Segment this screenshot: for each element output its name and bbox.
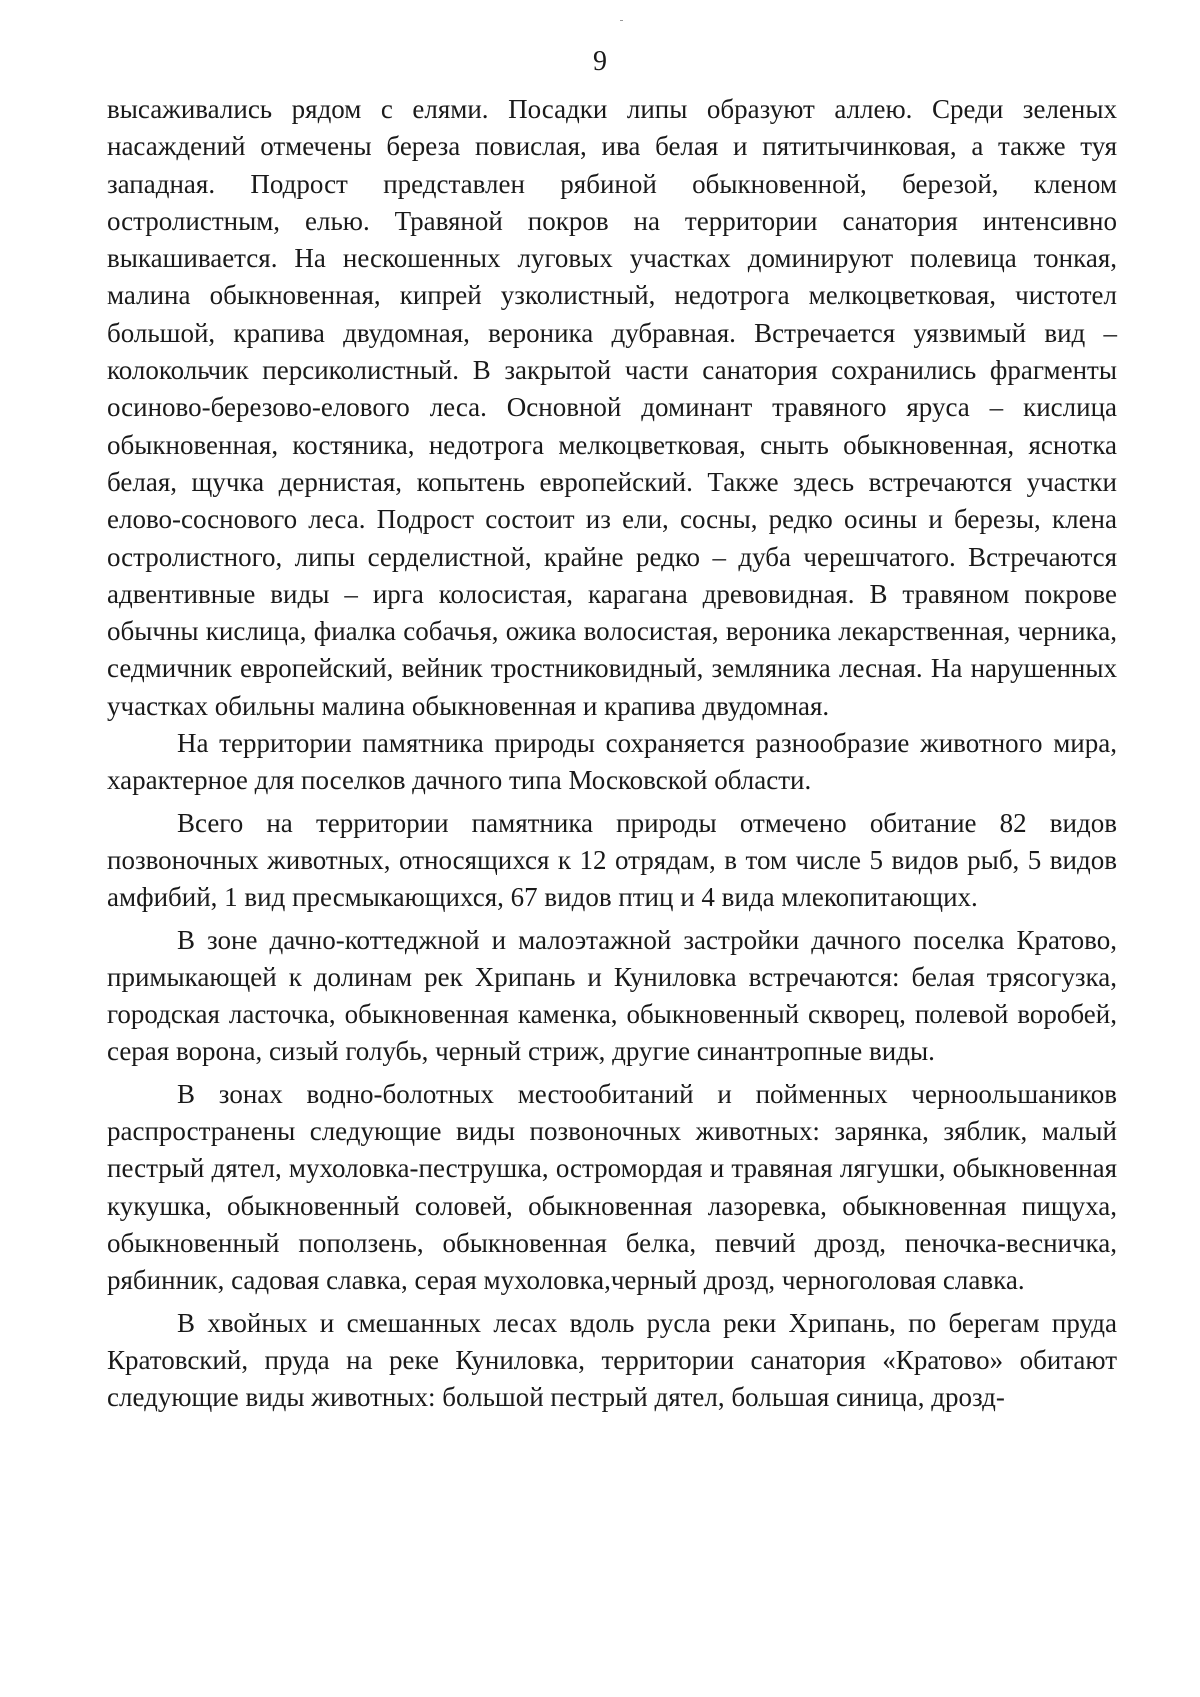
paragraph-flora-continued: высаживались рядом с елями. Посадки липы образуют аллею. Среди зеленых насаждений отмечены береза повислая, ива белая и пятитычинковая, а также туя западная. Подрост представлен рябиной обыкновенной, березой, кленом остролистным, елью. Травяной покров на территории санатория интенсивно выкашивается. На нескошенных луговых участках доминируют полевица тонкая, малина обыкновенная, кипрей узколистный, недотрога мелкоцветковая, чистотел большой, крапива двудомная, вероника дубравная. Встречается уязвимый вид – колокольчик персиколистный. В закрытой части санатория сохранились фрагменты осиново-березово-елового леса. Основной доминант травяного яруса – кислица обыкновенная, костяника, недотрога мелкоцветковая, сныть обыкновенная, яснотка белая, щучка дернистая, копытень европейский. Также здесь встречаются участки елово-соснового леса. Подрост состоит из ели, сосны, редко осины и березы, клена остролистного, липы серделистной, крайне редко – дуба черешчатого. Встречаются адвентивные виды – ирга колосистая, карагана древовидная. В травяном покрове обычны кислица, фиалка собачья, ожика волосистая, вероника лекарственная, черника, седмичник европейский, вейник тростниковидный, земляника лесная. На нарушенных участках обильны малина обыкновенная и крапива двудомная. xyxy=(107,94,1117,721)
paragraph-forest-zone: В хвойных и смешанных лесах вдоль русла реки Хрипань, по берегам пруда Кратовский, пруда на реке Куниловка, территории санатория «Кратово» обитают следующие виды животных: большой пестрый дятел, большая синица, дрозд- xyxy=(107,1307,1117,1413)
paragraph-fauna-diversity: На территории памятника природы сохраняется разнообразие животного мира, характерное для поселков дачного типа Московской области. xyxy=(107,728,1117,796)
paragraph-settlement-zone: В зоне дачно-коттеджной и малоэтажной застройки дачного поселка Кратово, примыкающей к долинам рек Хрипань и Куниловка встречаются: белая трясогузка, городская ласточка, обыкновенная каменка, обыкновенный скворец, полевой воробей, серая ворона, сизый голубь, черный стриж, другие синантропные виды. xyxy=(107,924,1117,1067)
scan-mark xyxy=(620,20,623,21)
document-body xyxy=(107,91,1117,1416)
paragraph-wetland-zone: В зонах водно-болотных местообитаний и пойменных черноольшаников распространены следующие виды позвоночных животных: зарянка, зяблик, малый пестрый дятел, мухоловка-пеструшка, остромордая и травяная лягушки, обыкновенная кукушка, обыкновенный соловей, обыкновенная лазоревка, обыкновенная пищуха, обыкновенный поползень, обыкновенная белка, певчий дрозд, пеночка-весничка, рябинник, садовая славка, серая мухоловка,черный дрозд, черноголовая славка. xyxy=(107,1078,1117,1296)
paragraph-vertebrate-count: Всего на территории памятника природы отмечено обитание 82 видов позвоночных животных, относящихся к 12 отрядам, в том числе 5 видов рыб, 5 видов амфибий, 1 вид пресмыкающихся, 67 видов птиц и 4 вида млекопитающих. xyxy=(107,807,1117,913)
page-number: 9 xyxy=(593,46,607,77)
